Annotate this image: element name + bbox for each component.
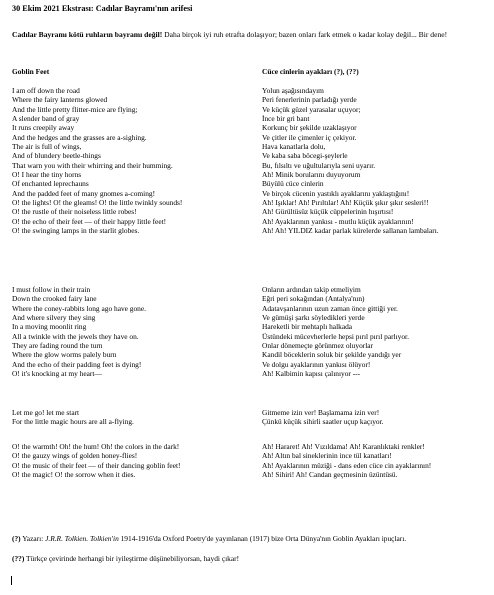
- english-stanza-3: [12, 408, 134, 427]
- english-stanza-2: [12, 285, 146, 378]
- poem-line: Ve çitler ile çimenler iç çekiyor.: [262, 132, 357, 142]
- poem-line: A slender band of gray: [12, 114, 80, 124]
- footnote-rest: Türkçe çevirinde herhangi bir iyileştirme düşünebiliyorsan, haydi çıkar!: [24, 554, 240, 563]
- turkish-stanza-4: [262, 442, 431, 479]
- poem-line: Down the crooked fairy lane: [12, 294, 97, 304]
- poem-line: And where silvery they sing: [12, 313, 96, 323]
- poem-line: I must follow in their train: [12, 285, 91, 294]
- poem-line: All a twinkle with the jewels they have on.: [12, 331, 139, 341]
- poem-line: Where the coney-rabbits long ago have gone.: [12, 303, 147, 313]
- poem-line: And the padded feet of many gnomes a-coming!: [12, 188, 156, 198]
- intro-rest: Daha birçok iyi ruh etrafta dolaşıyor; bazen onları fark etmek o kadar kolay değil... Bir dene!: [162, 30, 448, 39]
- poem-line: O! the rustle of their noiseless little robes!: [12, 207, 137, 217]
- turkish-stanza-2: [262, 285, 409, 378]
- poem-line: Çünkü küçük sihirli saatler uçup kaçıyor.: [262, 417, 384, 427]
- text-cursor[interactable]: [11, 576, 12, 585]
- intro-bold: Cadılar Bayramı kötü ruhların bayramı değil!: [12, 30, 163, 39]
- footnote-mark: (??): [12, 554, 25, 563]
- footnote-translation: [12, 554, 239, 563]
- poem-line: It runs creepily away: [12, 123, 75, 133]
- poem-line: They are fading round the turn: [12, 341, 103, 351]
- poem-line: O! the swinging lamps in the starlit globes.: [12, 226, 140, 236]
- turkish-poem-heading: Cüce cinlerin ayakları (?), (??): [262, 67, 359, 76]
- poem-line: O! the echo of their feet — of their happy little feet!: [12, 216, 167, 226]
- poem-line: Ve kaba saba böcegi-şeylerle: [262, 151, 348, 161]
- page-title: 30 Ekim 2021 Ekstrası: Cadılar Bayramı'nın arifesi: [12, 4, 193, 13]
- poem-line: In a moving moonlit ring: [12, 322, 87, 332]
- poem-line: O! the lights! O! the gleams! O! the little twinkly sounds!: [12, 198, 183, 208]
- english-poem-heading: Goblin Feet: [12, 67, 50, 76]
- poem-line: Bu, fılsıltı ve uğultularıyla seni uyarır.: [262, 160, 376, 170]
- poem-line: Where the fairy lanterns glowed: [12, 95, 108, 105]
- poem-line: Onlar dönemeçte görünmez oluyorlar: [262, 341, 374, 351]
- poem-line: Yolun aşağısındayım: [262, 86, 324, 95]
- footnote-author: [12, 534, 482, 544]
- poem-line: Üstündeki mücevherlerle hepsi pırıl pırıl parlıyor.: [262, 331, 409, 341]
- poem-line: Onların ardından takip etmeliyim: [262, 285, 361, 294]
- poem-line: Ve gümüşi şarkı söyledikleri yerde: [262, 313, 365, 323]
- poem-line: For the little magic hours are all a-flying.: [12, 417, 134, 427]
- footnote-rest: 1914-1916'da Oxford Poetry'de yayınlanan (1917) bize Orta Dünya'nın Goblin Ayakları ipuçları.: [118, 534, 407, 543]
- poem-line: Hava kanatlarla dolu,: [262, 142, 326, 152]
- poem-line: Ah! Altın bal sineklerinin ince tül kanatları!: [262, 451, 392, 461]
- english-stanza-1: [12, 86, 182, 236]
- poem-line: O! the warmth! Oh! the hum! Oh! the colors in the dark!: [12, 442, 180, 451]
- poem-line: Ah! Gürültüsüz küçük cüppelerinin hışırtısı!: [262, 207, 394, 217]
- poem-line: Ve küçük güzel yarasalar uçuyor;: [262, 104, 361, 114]
- poem-line: O! I hear the tiny horns: [12, 170, 82, 180]
- poem-line: Ah! Minik borularını duyuyorum: [262, 170, 361, 180]
- poem-line: Ve birçok cücenin yastıklı ayaklarını yaklaştığını!: [262, 188, 410, 198]
- poem-line: Where the glow worms palely burn: [12, 350, 117, 360]
- poem-line: Kandil böceklerin soluk bir şekilde yandığı yer: [262, 350, 402, 360]
- poem-line: Ah! Hararet! Ah! Vızıldama! Ah! Karanlıktaki renkler!: [262, 442, 425, 451]
- poem-line: Ah! Sihiri! Ah! Candan geçmesinin üzüntüsü.: [262, 470, 398, 480]
- english-stanza-4: [12, 442, 181, 479]
- poem-line: Ah! Ayaklarının müziği - dans eden cüce cin ayaklarının!: [262, 460, 432, 470]
- footnote-author-name: J.R.R. Tolkien. Tolkien'in: [45, 534, 119, 543]
- poem-line: Ah! Kalbimin kapısı çalınıyor ---: [262, 369, 361, 379]
- poem-line: Adatavşanlarının uzun zaman önce gittiği yer.: [262, 303, 398, 313]
- poem-line: İnce bir gri bant: [262, 114, 310, 124]
- footnote-mark: (?): [12, 534, 21, 543]
- poem-line: Eğri peri sokağından (Antalya'nın): [262, 294, 365, 304]
- turkish-stanza-1: [262, 86, 477, 236]
- poem-line: That warn you with their whirring and their humming.: [12, 160, 173, 170]
- poem-line: Gitmeme izin ver! Başlamama izin ver!: [262, 408, 380, 417]
- poem-line: Ve dolgu ayaklarının yankısı ölüyor!: [262, 359, 371, 369]
- poem-line: O! it's knocking at my heart—: [12, 369, 102, 379]
- poem-line: Peri fenerlerinin parladığı yerde: [262, 95, 357, 105]
- poem-line: Büyülü cüce cinlerin: [262, 179, 324, 189]
- poem-line: Ah! Ayaklarının yankısı - mutlu küçük ayaklarının!: [262, 216, 414, 226]
- poem-line: Ah! Ah! YILDIZ kadar parlak kürelerde sallanan lambaları.: [262, 226, 439, 236]
- poem-line: O! the gauzy wings of golden honey-flies!: [12, 451, 138, 461]
- poem-line: And the little pretty flitter-mice are flying;: [12, 104, 138, 114]
- poem-line: Korkunç bir şekilde uzaklaşıyor: [262, 123, 357, 133]
- poem-line: Let me go! let me start: [12, 408, 80, 417]
- poem-line: And the hedges and the grasses are a-sighing.: [12, 132, 147, 142]
- poem-line: Hareketli bir mehtaplı halkada: [262, 322, 353, 332]
- poem-line: And of blundery beetle-things: [12, 151, 101, 161]
- poem-line: Of enchanted leprechauns: [12, 179, 89, 189]
- intro-paragraph: [12, 30, 478, 40]
- poem-line: I am off down the road: [12, 86, 80, 95]
- poem-line: The air is full of wings,: [12, 142, 82, 152]
- poem-line: Ah! Işıklar! Ah! Pırıltılar! Ah! Küçük şıkır şıkır sesleri!!: [262, 198, 429, 208]
- turkish-stanza-3: [262, 408, 384, 427]
- footnote-prefix: Yazarı:: [20, 534, 46, 543]
- poem-line: And the echo of their padding feet is dying!: [12, 359, 142, 369]
- poem-line: O! the magic! O! the sorrow when it dies.: [12, 470, 136, 480]
- poem-line: O! the music of their feet — of their dancing goblin feet!: [12, 460, 181, 470]
